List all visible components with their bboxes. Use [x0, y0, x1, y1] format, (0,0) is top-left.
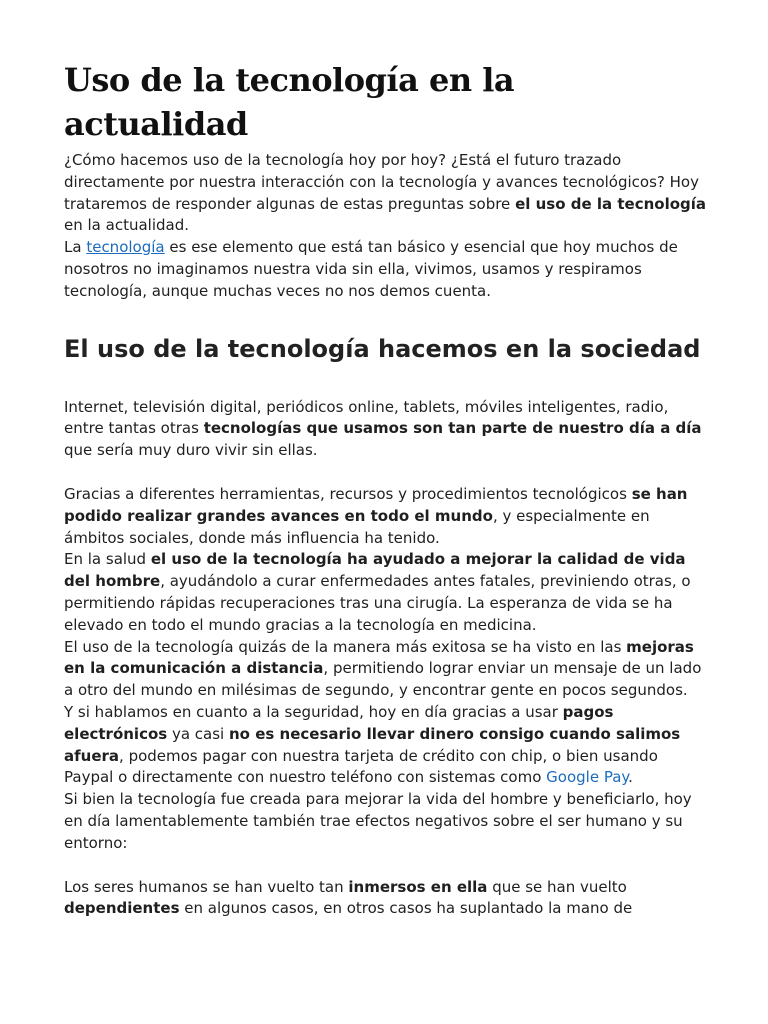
text-run: .	[628, 768, 633, 787]
google-pay-link[interactable]: Google Pay	[546, 768, 629, 787]
bold-text: inmersos en ella	[348, 877, 488, 896]
text-run: El uso de la tecnología quizás de la manera más exitosa se ha visto en las	[64, 637, 627, 656]
bold-text: el uso de la tecnología ha ayudado a mejorar la calidad de vida del hombre	[64, 550, 686, 591]
section-paragraph-4	[64, 637, 708, 702]
text-run: La	[64, 238, 87, 257]
text-run: ya casi	[167, 724, 229, 743]
bold-text: dependientes	[64, 899, 180, 918]
bold-text: el uso de la tecnología	[515, 194, 707, 213]
text-run: Si bien la tecnología fue creada para mejorar la vida del hombre y beneficiarlo, hoy en día lamentablemente también trae efectos negativos sobre el ser humano y su entorno:	[64, 790, 692, 852]
bold-text: tecnologías que usamos son tan parte de nuestro día a día	[203, 419, 702, 438]
section-paragraph-2	[64, 484, 708, 549]
text-run: , podemos pagar con nuestra tarjeta de crédito con chip, o bien usando Paypal o directamente con nuestro teléfono con sistemas como	[64, 746, 658, 787]
text-run: en la actualidad.	[64, 216, 189, 235]
text-run: Los seres humanos se han vuelto tan	[64, 877, 349, 896]
text-run: En la salud	[64, 550, 151, 569]
text-run: , ayudándolo a curar enfermedades antes fatales, previniendo otras, o permitiendo rápidas recuperaciones tras una cirugía. La esperanza de vida se ha elevado en todo el mundo gracias a la tecnología en medicina.	[64, 572, 691, 634]
section-paragraph-6	[64, 789, 708, 854]
text-run: ¿Cómo hacemos uso de la tecnología hoy por hoy? ¿Está el futuro trazado directamente por nuestra interacción con la tecnología y avances tecnológicos? Hoy trataremos de responder algunas de estas preguntas sobre	[64, 151, 699, 213]
page-title: Uso de la tecnología en la actualidad	[64, 61, 515, 143]
section-paragraph-7	[64, 877, 708, 921]
section-heading: El uso de la tecnología hacemos en la sociedad	[64, 334, 701, 363]
bold-text: se han podido realizar grandes avances en todo el mundo	[64, 484, 688, 525]
text-run: Y si hablamos en cuanto a la seguridad, hoy en día gracias a usar	[64, 702, 563, 721]
section-paragraph-5	[64, 702, 708, 789]
bold-text: no es necesario llevar dinero consigo cuando salimos afuera	[64, 724, 681, 765]
section-paragraph-1	[64, 397, 708, 462]
bold-text: pagos electrónicos	[64, 702, 614, 743]
text-run: que se han vuelto	[487, 877, 627, 896]
intro-paragraph-2	[64, 237, 708, 302]
bold-text: mejoras en la comunicación a distancia	[64, 637, 694, 678]
text-run: es ese elemento que está tan básico y esencial que hoy muchos de nosotros no imaginamos nuestra vida sin ella, vivimos, usamos y respiramos tecnología, aunque muchas veces no nos demos cuenta.	[64, 238, 678, 300]
text-run: , permitiendo lograr enviar un mensaje de un lado a otro del mundo en milésimas de segundo, y encontrar gente en pocos segundos.	[64, 659, 702, 700]
text-run: en algunos casos, en otros casos ha suplantado la mano de	[179, 899, 633, 918]
tecnologia-link[interactable]: tecnología	[86, 238, 165, 257]
text-run: Internet, televisión digital, periódicos online, tablets, móviles inteligentes, radio, entre tantas otras	[64, 397, 669, 438]
intro-paragraph-1	[64, 150, 708, 237]
text-run: Gracias a diferentes herramientas, recursos y procedimientos tecnológicos	[64, 484, 632, 503]
text-run: , y especialmente en ámbitos sociales, donde más influencia ha tenido.	[64, 506, 650, 547]
text-run: que sería muy duro vivir sin ellas.	[64, 441, 318, 460]
section-paragraph-3	[64, 549, 708, 636]
